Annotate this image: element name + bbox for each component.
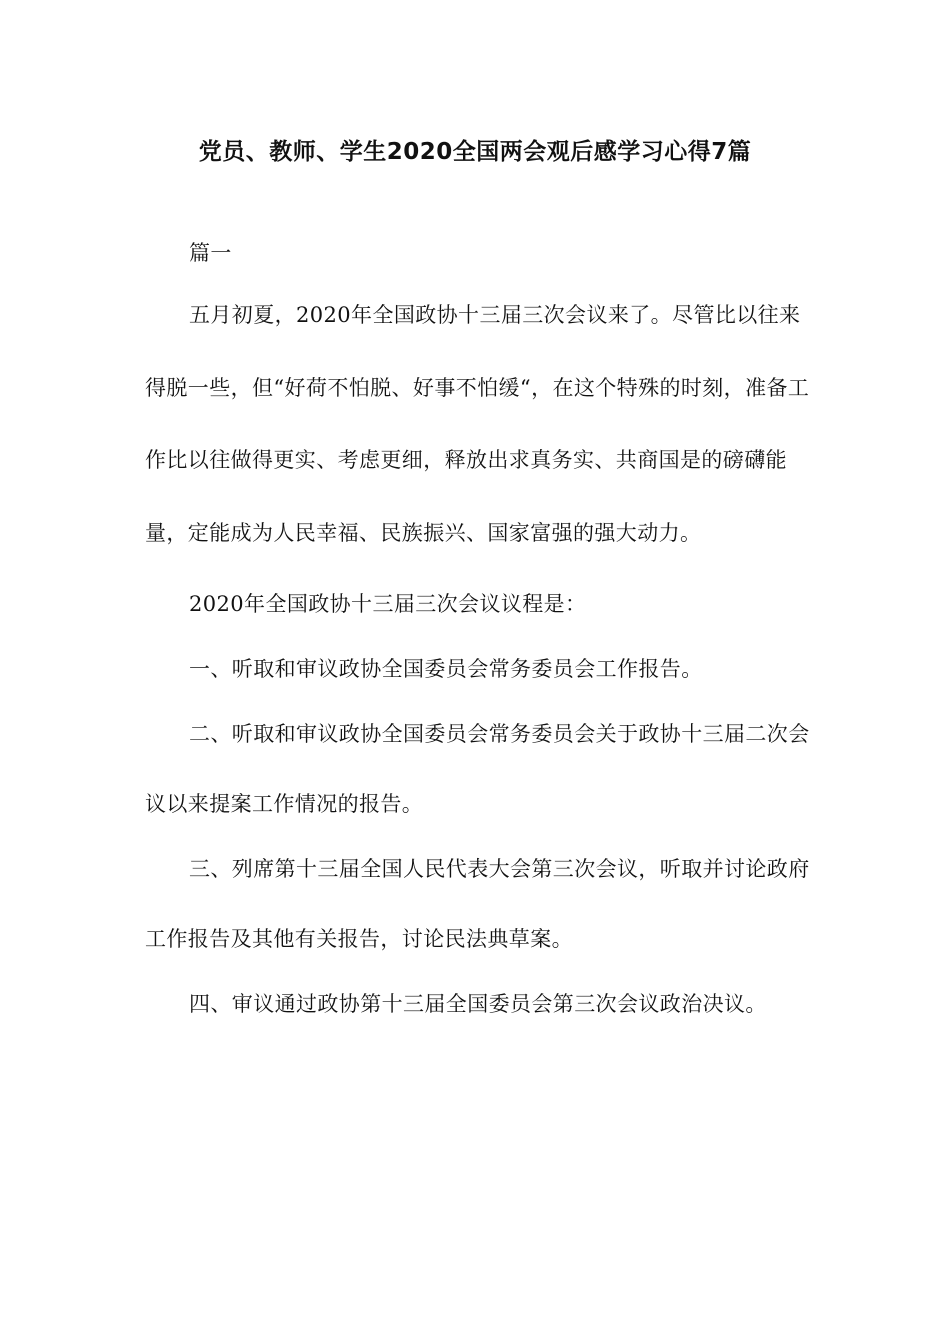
agenda-item-3: 三、列席第十三届全国人民代表大会第三次会议，听取并讨论政府工作报告及其他有关报告，讨论民法典草案。 <box>145 857 810 951</box>
agenda-item-1: 一、听取和审议政协全国委员会常务委员会工作报告。 <box>189 657 703 681</box>
agenda-item-4: 四、审议通过政协第十三届全国委员会第三次会议政治决议。 <box>189 992 767 1016</box>
paragraph-intro: 五月初夏，2020年全国政协十三届三次会议来了。尽管比以往来得脱一些，但“好荷不怕脱、好事不怕缓“，在这个特殊的时刻，准备工作比以往做得更实、考虑更细，释放出求真务实、共商国是的磅礴能量，定能成为人民幸福、民族振兴、国家富强的强大动力。 <box>145 303 810 545</box>
document-body <box>145 238 810 1019</box>
paragraph-agenda-heading: 2020年全国政协十三届三次会议议程是： <box>189 592 587 616</box>
document-title: 党员、教师、学生2020全国两会观后感学习心得7篇 <box>198 139 752 165</box>
section-heading: 篇一 <box>189 241 232 265</box>
agenda-item-2: 二、听取和审议政协全国委员会常务委员会关于政协十三届二次会议以来提案工作情况的报告。 <box>145 722 810 816</box>
